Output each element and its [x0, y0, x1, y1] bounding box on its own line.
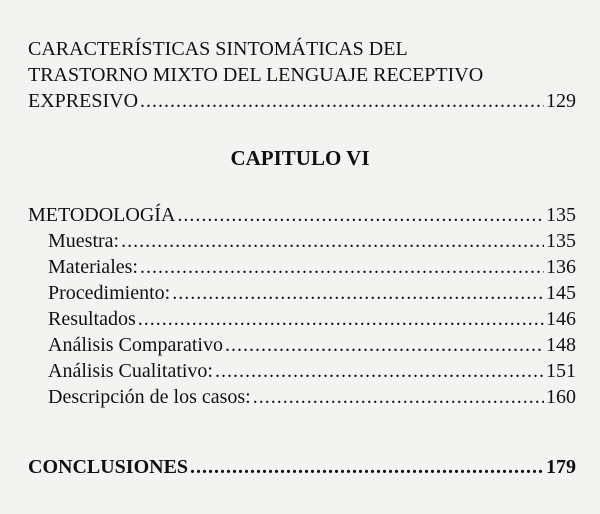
dot-leader: [225, 332, 544, 358]
dot-leader: [177, 202, 544, 228]
toc-subentry-descripcion-casos: [28, 384, 576, 410]
dot-leader: [215, 358, 544, 384]
toc-subentry-resultados: [28, 306, 576, 332]
dot-leader: [190, 454, 544, 480]
toc-entry-conclusiones: [28, 454, 576, 480]
toc-entry-row: [28, 88, 576, 114]
toc-page-number: 148: [546, 334, 576, 356]
toc-subentry-analisis-comparativo: [28, 332, 576, 358]
toc-entry-title-line: TRASTORNO MIXTO DEL LENGUAJE RECEPTIVO: [28, 64, 484, 86]
toc-page-number: 151: [546, 360, 576, 382]
toc-subentry-label: Materiales:: [48, 256, 138, 278]
toc-entry-row: [28, 454, 576, 480]
dot-leader: [121, 228, 544, 254]
toc-section-metodologia: [28, 202, 576, 410]
toc-entry-caracteristicas: [28, 36, 576, 114]
toc-entry-label: CONCLUSIONES: [28, 456, 189, 478]
dot-leader: [140, 254, 544, 280]
toc-subentry-muestra: [28, 228, 576, 254]
toc-entry-metodologia: [28, 202, 576, 228]
toc-entry-title-line: CARACTERÍSTICAS SINTOMÁTICAS DEL: [28, 38, 408, 60]
dot-leader: [172, 280, 544, 306]
dot-leader: [253, 384, 544, 410]
toc-subentry-procedimiento: [28, 280, 576, 306]
toc-page-number: 146: [546, 308, 576, 330]
toc-page-number: 145: [546, 282, 576, 304]
toc-page-number: 136: [546, 256, 576, 278]
toc-subentry-materiales: [28, 254, 576, 280]
toc-page-number: 179: [546, 456, 576, 478]
toc-page-number: 135: [546, 204, 576, 226]
toc-page-number: 129: [546, 90, 576, 112]
toc-subentry-analisis-cualitativo: [28, 358, 576, 384]
toc-subentry-label: Descripción de los casos:: [48, 386, 251, 408]
toc-subentry-label: Análisis Cualitativo:: [48, 360, 213, 382]
dot-leader: [140, 88, 544, 114]
toc-page-number: 160: [546, 386, 576, 408]
dot-leader: [138, 306, 544, 332]
toc-subentry-label: Análisis Comparativo: [48, 334, 223, 356]
chapter-heading: CAPITULO VI: [230, 146, 370, 170]
toc-subentry-label: Resultados: [48, 308, 136, 330]
toc-entry-label: EXPRESIVO: [28, 90, 139, 112]
toc-subentry-label: Procedimiento:: [48, 282, 171, 304]
toc-subentry-label: Muestra:: [48, 230, 120, 252]
toc-page-number: 135: [546, 230, 576, 252]
toc-entry-label: METODOLOGÍA: [28, 204, 176, 226]
